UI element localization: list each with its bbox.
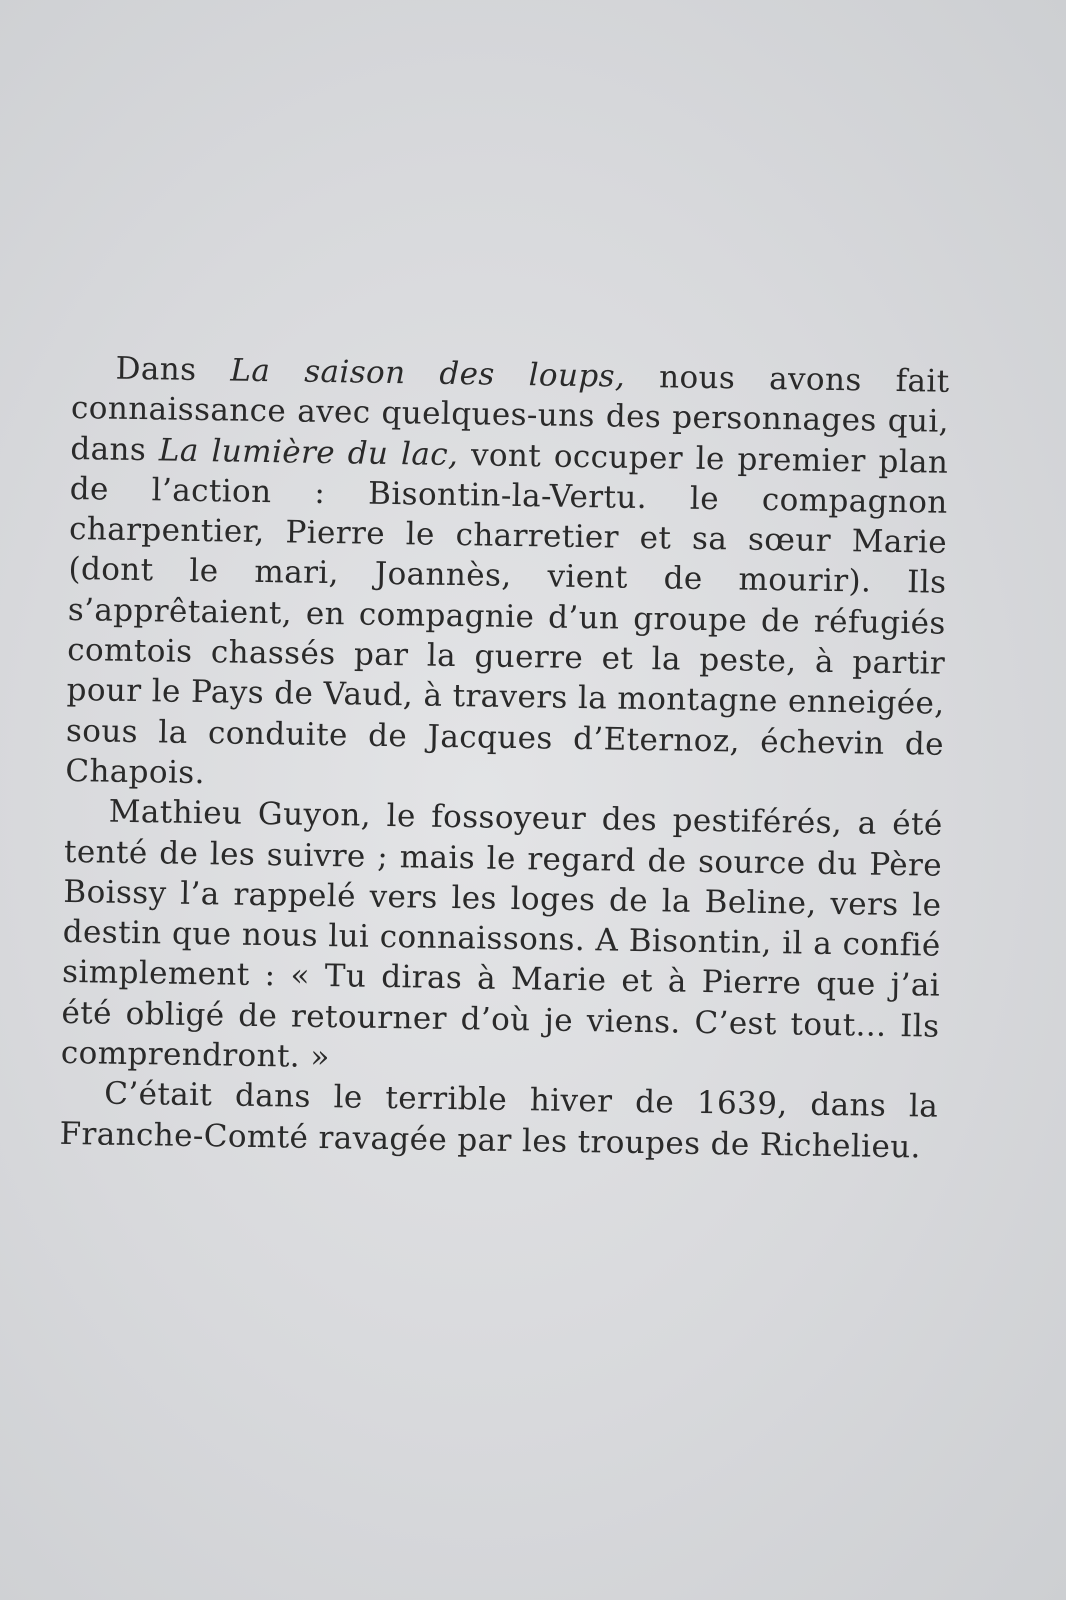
text-segment: vont occuper le premier plan de l’action : Bisontin-la-Vertu. le compagnon charpentier, Pierre le charretier et sa sœur Marie (dont le mari, Joannès, vient de mourir). Ils s’apprêtaient, en compagnie d’un groupe de réfugiés comtois chassés par la guerre et la peste, à partir pour le Pays de Vaud, à travers la montagne enneigée, sous la conduite de Jacques d’Eternoz, échevin de Chapois.: [65, 436, 949, 792]
text-segment: C’était dans le terrible hiver de 1639, dans la Franche-Comté ravagée par les troupes de Richelieu.: [59, 1075, 939, 1166]
paragraph-3: [59, 1073, 938, 1167]
text-segment: Dans: [115, 350, 231, 389]
paragraph-1: [65, 348, 950, 805]
book-title-italic: La saison des loups,: [230, 352, 626, 395]
text-segment: nous avons fait connaissance avec quelques-uns des personnages qui, dans: [70, 358, 950, 468]
text-segment: Mathieu Guyon, le fossoyeur des pestiférés, a été tenté de les suivre ; mais le regard de source du Père Boissy l’a rappelé vers les loges de la Beline, vers le destin que nous lui connaissons. A Bisontin, il a confié simplement : « Tu diras à Marie et à Pierre que j’ai été obligé de retourner d’où je viens. C’est tout... Ils comprendront. »: [60, 793, 943, 1076]
body-text: [59, 348, 950, 1168]
book-title-italic: La lumière du lac,: [158, 431, 459, 473]
paragraph-2: [61, 791, 943, 1087]
